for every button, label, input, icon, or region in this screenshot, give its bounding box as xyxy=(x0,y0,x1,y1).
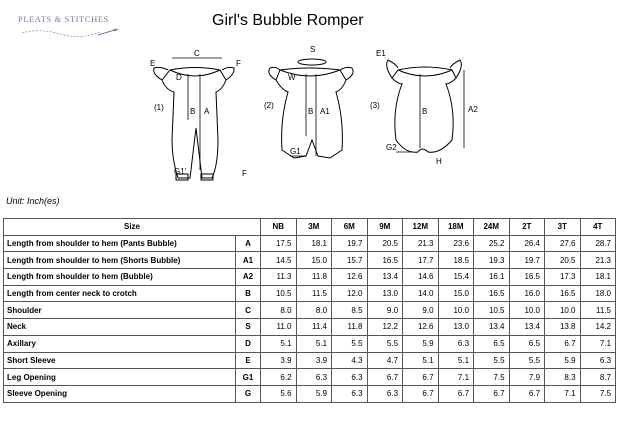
measurement-code: B xyxy=(236,285,261,302)
measurement-value: 6.3 xyxy=(296,369,332,386)
measurement-value: 13.0 xyxy=(438,319,474,336)
measurement-value: 5.9 xyxy=(296,385,332,402)
measurement-value: 6.5 xyxy=(474,335,510,352)
measurement-value: 21.3 xyxy=(403,235,439,252)
measurement-value: 21.3 xyxy=(580,252,616,269)
measurement-code: D xyxy=(236,335,261,352)
measurement-value: 14.2 xyxy=(580,319,616,336)
measurement-value: 20.5 xyxy=(545,252,581,269)
label-b-2: B xyxy=(308,107,314,116)
measurement-value: 10.0 xyxy=(509,302,545,319)
measurement-value: 5.5 xyxy=(367,335,403,352)
measurement-value: 4.3 xyxy=(332,352,368,369)
measurement-code: G1 xyxy=(236,369,261,386)
measurement-value: 18.5 xyxy=(438,252,474,269)
measurement-value: 6.7 xyxy=(403,369,439,386)
measurement-value: 16.5 xyxy=(545,285,581,302)
measurement-value: 12.6 xyxy=(403,319,439,336)
table-row xyxy=(4,335,616,352)
brand-name: PLEATS & STITCHES xyxy=(18,14,109,24)
measurement-value: 5.1 xyxy=(438,352,474,369)
measurement-value: 3.9 xyxy=(261,352,297,369)
label-e: E xyxy=(150,59,156,68)
label-f-bottom: F xyxy=(242,169,247,178)
measurement-value: 17.5 xyxy=(261,235,297,252)
measurement-value: 5.6 xyxy=(261,385,297,402)
measurement-value: 19.7 xyxy=(509,252,545,269)
measurement-value: 6.5 xyxy=(509,335,545,352)
size-column-header: 9M xyxy=(367,219,403,236)
label-g1-prime: G1' xyxy=(174,167,187,176)
size-column-header: 12M xyxy=(403,219,439,236)
measurement-value: 6.7 xyxy=(545,335,581,352)
measurement-value: 12.6 xyxy=(332,269,368,286)
measurement-value: 14.0 xyxy=(403,285,439,302)
label-h: H xyxy=(436,157,442,166)
measurement-label: Shoulder xyxy=(4,302,236,319)
measurement-label: Length from shoulder to hem (Bubble) xyxy=(4,269,236,286)
measurement-code: G xyxy=(236,385,261,402)
measurement-value: 26.4 xyxy=(509,235,545,252)
measurement-value: 13.4 xyxy=(474,319,510,336)
measurement-value: 18.1 xyxy=(580,269,616,286)
measurement-value: 11.5 xyxy=(296,285,332,302)
label-w: W xyxy=(288,73,296,82)
measurement-value: 11.8 xyxy=(332,319,368,336)
measurement-value: 19.7 xyxy=(332,235,368,252)
measurement-value: 11.3 xyxy=(261,269,297,286)
measurement-value: 17.3 xyxy=(545,269,581,286)
measurement-value: 8.0 xyxy=(296,302,332,319)
measurement-value: 9.0 xyxy=(403,302,439,319)
measurement-value: 16.5 xyxy=(474,285,510,302)
measurement-value: 20.5 xyxy=(367,235,403,252)
measurement-value: 9.0 xyxy=(367,302,403,319)
table-row xyxy=(4,319,616,336)
measurement-value: 28.7 xyxy=(580,235,616,252)
measurement-value: 8.0 xyxy=(261,302,297,319)
measurement-value: 10.5 xyxy=(474,302,510,319)
measurement-value: 6.7 xyxy=(367,369,403,386)
label-g2: G2 xyxy=(386,143,397,152)
measurement-value: 7.1 xyxy=(438,369,474,386)
size-column-header: 3T xyxy=(545,219,581,236)
measurement-value: 7.1 xyxy=(545,385,581,402)
measurement-value: 5.5 xyxy=(474,352,510,369)
measurement-value: 11.8 xyxy=(296,269,332,286)
measurement-value: 5.1 xyxy=(261,335,297,352)
measurement-value: 5.9 xyxy=(403,335,439,352)
measurement-value: 6.3 xyxy=(332,385,368,402)
measurement-value: 14.5 xyxy=(261,252,297,269)
measurement-label: Length from center neck to crotch xyxy=(4,285,236,302)
size-column-header: 4T xyxy=(580,219,616,236)
measurement-label: Sleeve Opening xyxy=(4,385,236,402)
label-d: D xyxy=(176,73,182,82)
measurement-value: 8.5 xyxy=(332,302,368,319)
measurement-value: 18.0 xyxy=(580,285,616,302)
size-column-header: 18M xyxy=(438,219,474,236)
measurement-value: 11.0 xyxy=(261,319,297,336)
measurement-code: S xyxy=(236,319,261,336)
view-1-label: (1) xyxy=(154,103,164,112)
measurement-code: A2 xyxy=(236,269,261,286)
measurement-value: 6.3 xyxy=(367,385,403,402)
measurement-value: 13.4 xyxy=(367,269,403,286)
measurement-value: 5.1 xyxy=(403,352,439,369)
label-b-3: B xyxy=(422,107,428,116)
brand-logo xyxy=(14,12,124,42)
page-title: Girl's Bubble Romper xyxy=(212,12,364,29)
measurement-value: 25.2 xyxy=(474,235,510,252)
measurement-value: 14.6 xyxy=(403,269,439,286)
measurement-value: 8.7 xyxy=(580,369,616,386)
measurement-value: 12.0 xyxy=(332,285,368,302)
measurement-value: 18.1 xyxy=(296,235,332,252)
measurement-value: 6.3 xyxy=(580,352,616,369)
measurement-label: Leg Opening xyxy=(4,369,236,386)
measurement-value: 5.5 xyxy=(332,335,368,352)
label-e1: E1 xyxy=(376,49,386,58)
measurement-value: 10.0 xyxy=(438,302,474,319)
measurement-value: 6.3 xyxy=(438,335,474,352)
measurement-value: 17.7 xyxy=(403,252,439,269)
measurement-value: 16.0 xyxy=(509,285,545,302)
measurement-value: 4.7 xyxy=(367,352,403,369)
table-row xyxy=(4,385,616,402)
measurement-code: A xyxy=(236,235,261,252)
measurement-label: Length from shoulder to hem (Pants Bubble) xyxy=(4,235,236,252)
table-row xyxy=(4,302,616,319)
view-2-label: (2) xyxy=(264,101,274,110)
size-column-header: 24M xyxy=(474,219,510,236)
table-row xyxy=(4,369,616,386)
measurement-value: 5.5 xyxy=(509,352,545,369)
table-header-row xyxy=(4,219,616,236)
measurement-value: 7.9 xyxy=(509,369,545,386)
table-row xyxy=(4,352,616,369)
table-row xyxy=(4,235,616,252)
view-3-label: (3) xyxy=(370,101,380,110)
measurement-value: 23.6 xyxy=(438,235,474,252)
measurement-value: 10.5 xyxy=(261,285,297,302)
measurement-value: 19.3 xyxy=(474,252,510,269)
label-f-top: F xyxy=(236,59,241,68)
measurement-value: 13.8 xyxy=(545,319,581,336)
measurement-value: 11.4 xyxy=(296,319,332,336)
table-row xyxy=(4,269,616,286)
measurement-value: 8.3 xyxy=(545,369,581,386)
label-a: A xyxy=(204,107,210,116)
measurement-value: 15.0 xyxy=(296,252,332,269)
size-column-header: 6M xyxy=(332,219,368,236)
measurement-value: 6.7 xyxy=(403,385,439,402)
table-body xyxy=(4,235,616,402)
measurement-label: Axillary xyxy=(4,335,236,352)
measurement-label: Length from shoulder to hem (Shorts Bubble) xyxy=(4,252,236,269)
table-row xyxy=(4,252,616,269)
measurement-value: 12.2 xyxy=(367,319,403,336)
measurement-value: 13.0 xyxy=(367,285,403,302)
measurement-value: 3.9 xyxy=(296,352,332,369)
measurement-value: 16.5 xyxy=(367,252,403,269)
measurement-code: E xyxy=(236,352,261,369)
measurement-value: 7.5 xyxy=(474,369,510,386)
measurement-value: 16.1 xyxy=(474,269,510,286)
measurement-value: 27.6 xyxy=(545,235,581,252)
label-b-1: B xyxy=(190,107,196,116)
measurement-value: 15.0 xyxy=(438,285,474,302)
label-a1: A1 xyxy=(320,107,330,116)
label-s: S xyxy=(310,45,316,54)
label-c: C xyxy=(194,49,200,58)
unit-note: Unit: Inch(es) xyxy=(6,196,60,206)
measurement-value: 11.5 xyxy=(580,302,616,319)
measurement-label: Short Sleeve xyxy=(4,352,236,369)
romper-diagram xyxy=(130,40,490,190)
measurement-value: 7.1 xyxy=(580,335,616,352)
measurement-code: A1 xyxy=(236,252,261,269)
measurement-value: 6.7 xyxy=(474,385,510,402)
size-header: Size xyxy=(4,219,261,236)
label-a2: A2 xyxy=(468,105,478,114)
measurement-value: 6.7 xyxy=(509,385,545,402)
measurement-code: C xyxy=(236,302,261,319)
table-row xyxy=(4,285,616,302)
size-chart-table xyxy=(3,218,616,403)
measurement-value: 15.7 xyxy=(332,252,368,269)
measurement-value: 7.5 xyxy=(580,385,616,402)
measurement-value: 6.2 xyxy=(261,369,297,386)
measurement-value: 5.1 xyxy=(296,335,332,352)
label-g1: G1 xyxy=(290,147,301,156)
size-column-header: 3M xyxy=(296,219,332,236)
measurement-value: 5.9 xyxy=(545,352,581,369)
size-column-header: 2T xyxy=(509,219,545,236)
measurement-value: 6.3 xyxy=(332,369,368,386)
needle-thread-icon xyxy=(20,26,120,40)
measurement-value: 15.4 xyxy=(438,269,474,286)
measurement-value: 10.0 xyxy=(545,302,581,319)
measurement-value: 16.5 xyxy=(509,269,545,286)
measurement-label: Neck xyxy=(4,319,236,336)
measurement-value: 13.4 xyxy=(509,319,545,336)
size-column-header: NB xyxy=(261,219,297,236)
measurement-value: 6.7 xyxy=(438,385,474,402)
